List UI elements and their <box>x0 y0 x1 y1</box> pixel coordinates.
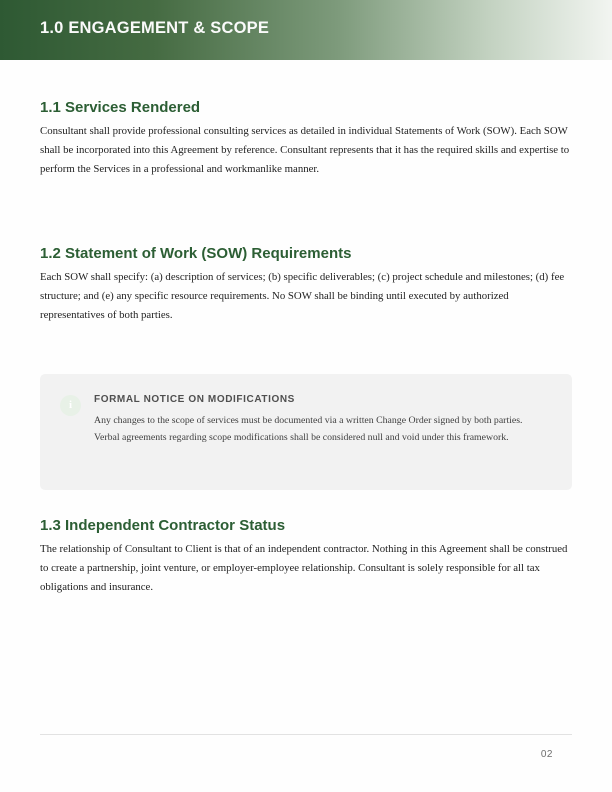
footer-divider <box>40 734 572 735</box>
callout-body: Any changes to the scope of services must be documented via a written Change Order signed by both parties. Verbal agreements regarding scope modifications shall be considered null and void under this framework. <box>94 415 523 443</box>
section-header-title: 1.0 ENGAGEMENT & SCOPE <box>40 19 270 37</box>
paragraph-sow-requirements: Each SOW shall specify: (a) description of services; (b) specific deliverables; (c) project schedule and milestones; (d) fee structure; and (e) any specific resource requirements. No SOW shall be binding until executed by authorized representatives of both parties. <box>40 271 565 321</box>
page-number: 02 <box>540 749 553 760</box>
section-header-band <box>0 0 612 60</box>
callout-title: FORMAL NOTICE ON MODIFICATIONS <box>94 394 295 405</box>
paragraph-services-rendered: Consultant shall provide professional consulting services as detailed in individual Statements of Work (SOW). Each SOW shall be incorporated into this Agreement by reference. Consultant represents that it has the required skills and expertise to perform the Services in a professional and workmanlike manner. <box>40 125 570 175</box>
paragraph-independent-contractor: The relationship of Consultant to Client is that of an independent contractor. Nothing in this Agreement shall be construed to create a partnership, joint venture, or employer-employee relationship. Consultant is solely responsible for all tax obligations and insurance. <box>40 543 568 593</box>
heading-services-rendered: 1.1 Services Rendered <box>40 99 201 116</box>
heading-independent-contractor: 1.3 Independent Contractor Status <box>40 517 286 534</box>
heading-sow-requirements: 1.2 Statement of Work (SOW) Requirements <box>40 245 352 262</box>
formal-notice-callout <box>40 374 572 490</box>
info-icon: i <box>60 395 81 416</box>
